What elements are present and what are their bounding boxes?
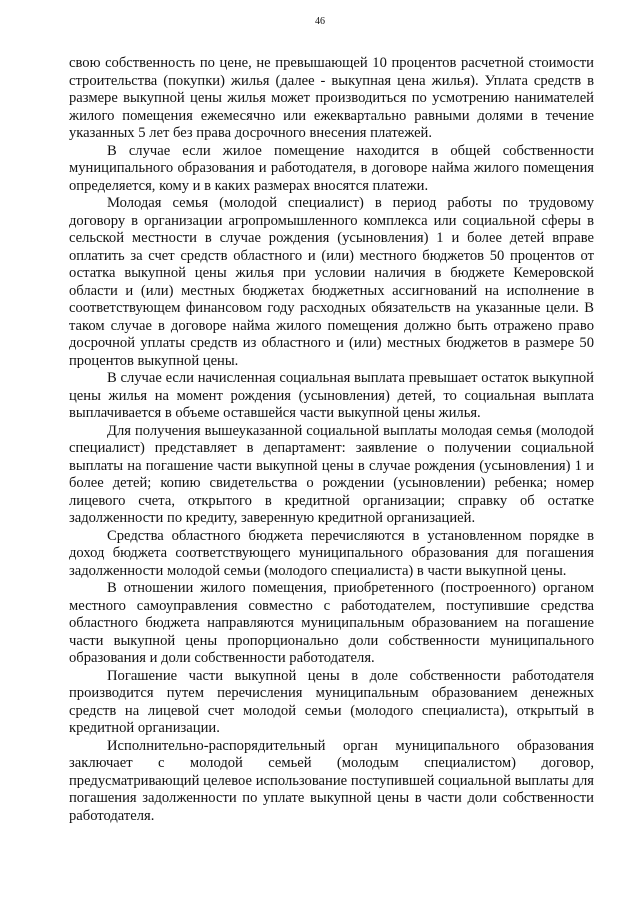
- paragraph: Погашение части выкупной цены в доле собственности работодателя производится путем перечисления муниципальным образованием денежных средств на лицевой счет молодой семьи (молодого специалиста), открытый в кредитной организации.: [69, 667, 594, 736]
- paragraph: Для получения вышеуказанной социальной выплаты молодая семья (молодой специалист) представляет в департамент: заявление о получении социальной выплаты на погашение части выкупной цены в случае рождения (усыновления) 1 и более детей; копию свидетельства о рождении (усыновлении) ребенка; номер лицевого счета, открытого в кредитной организации; справку об остатке задолженности по кредиту, заверенную кредитной организацией.: [69, 422, 594, 526]
- paragraph: В случае если жилое помещение находится в общей собственности муниципального образования и работодателя, в договоре найма жилого помещения определяется, кому и в каких размерах вносятся платежи.: [69, 142, 594, 194]
- paragraph: Исполнительно-распорядительный орган муниципального образования заключает с молодой семьей (молодым специалистом) договор, предусматривающий целевое использование поступившей социальной выплаты для погашения задолженности по уплате выкупной цены в части доли собственности работодателя.: [69, 737, 594, 824]
- paragraph: Средства областного бюджета перечисляются в установленном порядке в доход бюджета соответствующего муниципального образования для погашения задолженности молодой семьи (молодого специалиста) в части выкупной цены.: [69, 527, 594, 579]
- page-number: 46: [315, 16, 325, 27]
- paragraph: В отношении жилого помещения, приобретенного (построенного) органом местного самоуправления совместно с работодателем, поступившие средства областного бюджета направляются муниципальным образованием на погашение части выкупной цены пропорционально доли собственности муниципального образования и доли собственности работодателя.: [69, 580, 594, 666]
- paragraph: В случае если начисленная социальная выплата превышает остаток выкупной цены жилья на момент рождения (усыновления) детей, то социальная выплата выплачивается в объеме оставшейся части выкупной цены жилья.: [69, 370, 594, 421]
- paragraph: Молодая семья (молодой специалист) в период работы по трудовому договору в организации агропромышленного комплекса или социальной сферы в сельской местности в случае рождения (усыновления) 1 и более детей вправе оплатить за счет средств областного и (или) местного бюджетов 50 процентов от остатка выкупной цены жилья при условии наличия в бюджете Кемеровской области и (или) местных бюджетах бюджетных ассигнований на исполнение в соответствующем финансовом году расходных обязательств на указанные цели. В таком случае в договоре найма жилого помещения должно быть отражено право досрочной уплаты средств из областного и (или) местных бюджетов в размере 50 процентов выкупной цены.: [69, 195, 594, 369]
- document-body: [69, 55, 594, 825]
- paragraph: свою собственность по цене, не превышающей 10 процентов расчетной стоимости строительства (покупки) жилья (далее - выкупная цена жилья). Уплата средств в размере выкупной цены жилья может производиться по усмотрению нанимателей жилого помещения ежемесячно или ежеквартально равными долями в течение указанных 5 лет без права досрочного внесения платежей.: [69, 55, 594, 141]
